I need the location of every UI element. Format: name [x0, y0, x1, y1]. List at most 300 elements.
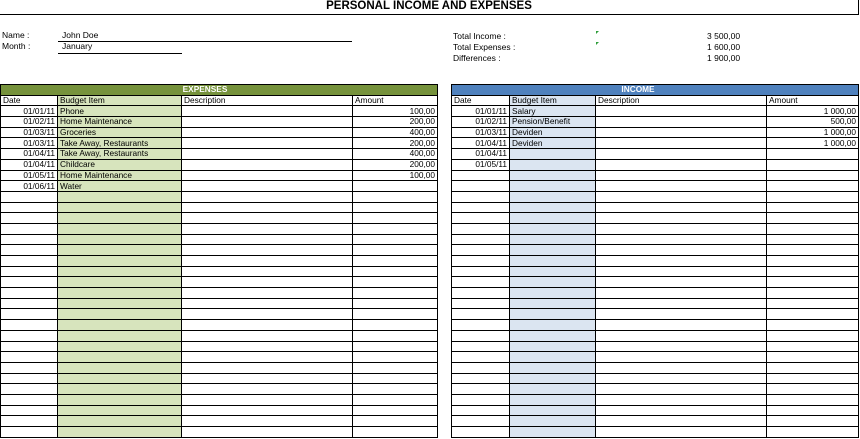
expenses-cell-description[interactable]: [182, 256, 353, 267]
income-cell-description[interactable]: [596, 256, 767, 267]
income-cell-budget-item[interactable]: Salary: [510, 106, 596, 117]
expenses-cell-budget-item[interactable]: [58, 405, 182, 416]
income-cell-description[interactable]: [596, 309, 767, 320]
income-cell-date[interactable]: [452, 352, 510, 363]
income-cell-amount[interactable]: [767, 181, 859, 192]
income-cell-budget-item[interactable]: [510, 234, 596, 245]
income-cell-description[interactable]: [596, 320, 767, 331]
income-cell-date[interactable]: 01/02/11: [452, 117, 510, 128]
income-cell-amount[interactable]: [767, 405, 859, 416]
expenses-row: [1, 266, 438, 277]
income-cell-date[interactable]: [452, 330, 510, 341]
income-cell-description[interactable]: [596, 106, 767, 117]
month-label: Month :: [2, 41, 31, 51]
expenses-cell-description[interactable]: [182, 288, 353, 299]
expenses-cell-description[interactable]: [182, 298, 353, 309]
expenses-row: [1, 245, 438, 256]
income-cell-amount[interactable]: [767, 362, 859, 373]
expenses-cell-description[interactable]: [182, 181, 353, 192]
income-cell-amount[interactable]: [767, 330, 859, 341]
income-cell-date[interactable]: [452, 181, 510, 192]
income-cell-description[interactable]: [596, 117, 767, 128]
income-cell-date[interactable]: [452, 191, 510, 202]
expenses-cell-amount[interactable]: 200,00: [353, 159, 438, 170]
income-cell-amount[interactable]: 1 000,00: [767, 127, 859, 138]
income-cell-date[interactable]: [452, 416, 510, 427]
income-header-date: Date: [452, 95, 510, 106]
expenses-cell-budget-item[interactable]: Home Maintenance: [58, 117, 182, 128]
expenses-cell-date[interactable]: [1, 394, 58, 405]
expenses-row: [1, 127, 438, 138]
expenses-cell-budget-item[interactable]: [58, 266, 182, 277]
income-cell-budget-item[interactable]: [510, 405, 596, 416]
income-cell-budget-item[interactable]: [510, 245, 596, 256]
total-expenses-value: 1 600,00: [707, 42, 741, 52]
income-cell-date[interactable]: [452, 309, 510, 320]
income-cell-amount[interactable]: [767, 223, 859, 234]
expenses-header-budget-item: Budget Item: [58, 95, 182, 106]
income-cell-budget-item[interactable]: Deviden: [510, 127, 596, 138]
total-income-label: Total Income :: [453, 31, 506, 41]
income-row: [452, 416, 859, 427]
income-cell-date[interactable]: [452, 277, 510, 288]
total-income-value: 3 500,00: [707, 31, 741, 41]
expenses-header-amount: Amount: [353, 95, 438, 106]
income-cell-budget-item[interactable]: [510, 288, 596, 299]
income-cell-description[interactable]: [596, 394, 767, 405]
income-cell-description[interactable]: [596, 127, 767, 138]
expenses-cell-date[interactable]: [1, 341, 58, 352]
income-cell-description[interactable]: [596, 288, 767, 299]
income-cell-description[interactable]: [596, 298, 767, 309]
expenses-cell-amount[interactable]: [353, 373, 438, 384]
income-cell-description[interactable]: [596, 181, 767, 192]
expenses-cell-date[interactable]: [1, 213, 58, 224]
expenses-cell-date[interactable]: [1, 309, 58, 320]
income-cell-budget-item[interactable]: [510, 266, 596, 277]
income-row: [452, 170, 859, 181]
income-cell-budget-item[interactable]: [510, 384, 596, 395]
income-cell-amount[interactable]: [767, 352, 859, 363]
expenses-cell-amount[interactable]: [353, 266, 438, 277]
expenses-cell-budget-item[interactable]: [58, 384, 182, 395]
income-cell-budget-item[interactable]: [510, 170, 596, 181]
expenses-band-right: [353, 85, 438, 96]
expenses-row: [1, 181, 438, 192]
income-cell-amount[interactable]: [767, 341, 859, 352]
income-cell-amount[interactable]: 500,00: [767, 117, 859, 128]
expenses-cell-amount[interactable]: [353, 234, 438, 245]
expenses-cell-amount[interactable]: [353, 181, 438, 192]
expenses-cell-description[interactable]: [182, 309, 353, 320]
expenses-cell-amount[interactable]: [353, 427, 438, 438]
income-cell-amount[interactable]: [767, 416, 859, 427]
expenses-cell-description[interactable]: [182, 277, 353, 288]
income-cell-description[interactable]: [596, 362, 767, 373]
income-cell-date[interactable]: [452, 170, 510, 181]
expenses-cell-budget-item[interactable]: Take Away, Restaurants: [58, 138, 182, 149]
expenses-cell-description[interactable]: [182, 234, 353, 245]
income-cell-date[interactable]: 01/04/11: [452, 138, 510, 149]
income-cell-date[interactable]: [452, 213, 510, 224]
expenses-row: [1, 405, 438, 416]
income-cell-amount[interactable]: [767, 234, 859, 245]
expenses-cell-budget-item[interactable]: [58, 245, 182, 256]
expenses-cell-amount[interactable]: [353, 394, 438, 405]
income-cell-date[interactable]: [452, 245, 510, 256]
expenses-cell-amount[interactable]: [353, 256, 438, 267]
income-row: [452, 181, 859, 192]
income-cell-budget-item[interactable]: [510, 213, 596, 224]
expenses-cell-description[interactable]: [182, 213, 353, 224]
income-cell-amount[interactable]: [767, 309, 859, 320]
income-cell-amount[interactable]: [767, 245, 859, 256]
income-cell-description[interactable]: [596, 373, 767, 384]
expenses-row: [1, 352, 438, 363]
income-cell-budget-item[interactable]: Pension/Benefit: [510, 117, 596, 128]
income-section-title: INCOME: [510, 85, 767, 96]
expenses-cell-description[interactable]: [182, 427, 353, 438]
expenses-cell-description[interactable]: [182, 373, 353, 384]
name-value[interactable]: John Doe: [62, 30, 99, 40]
income-cell-description[interactable]: [596, 277, 767, 288]
income-cell-date[interactable]: 01/01/11: [452, 106, 510, 117]
income-band-left: [452, 85, 510, 96]
income-cell-amount[interactable]: [767, 384, 859, 395]
expenses-band-left: [1, 85, 58, 96]
income-cell-date[interactable]: [452, 384, 510, 395]
expenses-cell-budget-item[interactable]: [58, 330, 182, 341]
income-row: [452, 320, 859, 331]
expenses-cell-description[interactable]: [182, 330, 353, 341]
income-cell-date[interactable]: [452, 405, 510, 416]
expenses-cell-budget-item[interactable]: [58, 362, 182, 373]
expenses-cell-amount[interactable]: [353, 352, 438, 363]
expenses-cell-amount[interactable]: [353, 223, 438, 234]
income-cell-amount[interactable]: [767, 277, 859, 288]
expenses-cell-amount[interactable]: [353, 330, 438, 341]
income-cell-date[interactable]: 01/04/11: [452, 149, 510, 160]
income-cell-amount[interactable]: [767, 170, 859, 181]
expenses-cell-budget-item[interactable]: Home Maintenance: [58, 170, 182, 181]
expenses-row: [1, 170, 438, 181]
income-cell-description[interactable]: [596, 245, 767, 256]
income-cell-amount[interactable]: [767, 373, 859, 384]
expenses-cell-date[interactable]: [1, 234, 58, 245]
expenses-cell-date[interactable]: [1, 266, 58, 277]
expenses-cell-date[interactable]: [1, 384, 58, 395]
expenses-cell-description[interactable]: [182, 106, 353, 117]
expenses-cell-date[interactable]: [1, 288, 58, 299]
income-cell-amount[interactable]: [767, 427, 859, 438]
income-cell-budget-item[interactable]: [510, 416, 596, 427]
expenses-cell-amount[interactable]: [353, 384, 438, 395]
expenses-table: [0, 84, 438, 438]
expenses-cell-amount[interactable]: [353, 341, 438, 352]
income-row: [452, 373, 859, 384]
expenses-cell-budget-item[interactable]: Groceries: [58, 127, 182, 138]
expenses-row: [1, 362, 438, 373]
expenses-cell-description[interactable]: [182, 405, 353, 416]
expenses-cell-budget-item[interactable]: [58, 352, 182, 363]
income-cell-date[interactable]: [452, 427, 510, 438]
expenses-cell-budget-item[interactable]: Childcare: [58, 159, 182, 170]
expenses-cell-date[interactable]: [1, 405, 58, 416]
income-cell-budget-item[interactable]: [510, 181, 596, 192]
income-row: [452, 362, 859, 373]
expenses-cell-amount[interactable]: [353, 362, 438, 373]
expenses-cell-date[interactable]: [1, 223, 58, 234]
income-cell-date[interactable]: [452, 320, 510, 331]
income-cell-budget-item[interactable]: Deviden: [510, 138, 596, 149]
expenses-cell-date[interactable]: [1, 416, 58, 427]
income-header-budget-item: Budget Item: [510, 95, 596, 106]
expenses-cell-budget-item[interactable]: [58, 234, 182, 245]
expenses-cell-description[interactable]: [182, 416, 353, 427]
income-cell-budget-item[interactable]: [510, 341, 596, 352]
income-cell-budget-item[interactable]: [510, 149, 596, 160]
month-value[interactable]: January: [62, 41, 93, 51]
expenses-cell-budget-item[interactable]: [58, 416, 182, 427]
income-cell-description[interactable]: [596, 170, 767, 181]
expenses-cell-amount[interactable]: 100,00: [353, 170, 438, 181]
expenses-cell-description[interactable]: [182, 138, 353, 149]
expenses-cell-amount[interactable]: [353, 288, 438, 299]
income-row: [452, 427, 859, 438]
expenses-cell-budget-item[interactable]: [58, 341, 182, 352]
income-cell-amount[interactable]: [767, 298, 859, 309]
income-row: [452, 149, 859, 160]
income-cell-description[interactable]: [596, 341, 767, 352]
income-cell-amount[interactable]: [767, 320, 859, 331]
expenses-cell-budget-item[interactable]: [58, 277, 182, 288]
income-cell-description[interactable]: [596, 191, 767, 202]
income-row: [452, 127, 859, 138]
income-cell-description[interactable]: [596, 352, 767, 363]
expenses-cell-description[interactable]: [182, 149, 353, 160]
expenses-cell-budget-item[interactable]: [58, 394, 182, 405]
income-cell-amount[interactable]: [767, 202, 859, 213]
expenses-cell-date[interactable]: [1, 277, 58, 288]
expenses-cell-amount[interactable]: 200,00: [353, 138, 438, 149]
income-cell-date[interactable]: [452, 266, 510, 277]
expenses-cell-date[interactable]: 01/01/11: [1, 106, 58, 117]
expenses-cell-amount[interactable]: [353, 277, 438, 288]
expenses-cell-date[interactable]: [1, 298, 58, 309]
income-cell-date[interactable]: [452, 288, 510, 299]
income-row: [452, 223, 859, 234]
expenses-section-title: EXPENSES: [58, 85, 353, 96]
expenses-cell-amount[interactable]: [353, 416, 438, 427]
income-cell-description[interactable]: [596, 416, 767, 427]
expenses-cell-budget-item[interactable]: [58, 298, 182, 309]
expenses-cell-amount[interactable]: [353, 191, 438, 202]
income-cell-date[interactable]: [452, 394, 510, 405]
income-cell-budget-item[interactable]: [510, 159, 596, 170]
expenses-cell-description[interactable]: [182, 352, 353, 363]
income-cell-description[interactable]: [596, 138, 767, 149]
income-cell-date[interactable]: 01/05/11: [452, 159, 510, 170]
income-cell-budget-item[interactable]: [510, 256, 596, 267]
expenses-cell-date[interactable]: 01/03/11: [1, 138, 58, 149]
income-cell-date[interactable]: [452, 373, 510, 384]
expenses-cell-date[interactable]: 01/03/11: [1, 127, 58, 138]
expenses-cell-budget-item[interactable]: Take Away, Restaurants: [58, 149, 182, 160]
income-cell-budget-item[interactable]: [510, 373, 596, 384]
month-underline: [58, 53, 182, 54]
expenses-cell-date[interactable]: 01/02/11: [1, 117, 58, 128]
expenses-cell-description[interactable]: [182, 266, 353, 277]
expenses-cell-description[interactable]: [182, 202, 353, 213]
income-cell-amount[interactable]: [767, 149, 859, 160]
income-cell-amount[interactable]: [767, 266, 859, 277]
expenses-cell-budget-item[interactable]: [58, 309, 182, 320]
income-row: [452, 159, 859, 170]
income-cell-description[interactable]: [596, 384, 767, 395]
expenses-row: [1, 277, 438, 288]
income-cell-budget-item[interactable]: [510, 362, 596, 373]
expenses-cell-description[interactable]: [182, 341, 353, 352]
income-cell-date[interactable]: [452, 298, 510, 309]
income-cell-budget-item[interactable]: [510, 352, 596, 363]
income-cell-date[interactable]: [452, 202, 510, 213]
expenses-row: [1, 234, 438, 245]
expenses-cell-budget-item[interactable]: [58, 427, 182, 438]
income-cell-description[interactable]: [596, 405, 767, 416]
expenses-cell-date[interactable]: [1, 362, 58, 373]
income-cell-description[interactable]: [596, 330, 767, 341]
expenses-cell-date[interactable]: [1, 256, 58, 267]
expenses-cell-date[interactable]: 01/04/11: [1, 149, 58, 160]
expenses-row: [1, 416, 438, 427]
expenses-cell-date[interactable]: [1, 245, 58, 256]
expenses-cell-budget-item[interactable]: [58, 320, 182, 331]
expenses-cell-budget-item[interactable]: [58, 256, 182, 267]
expenses-cell-description[interactable]: [182, 159, 353, 170]
income-cell-amount[interactable]: [767, 191, 859, 202]
income-cell-amount[interactable]: [767, 394, 859, 405]
expenses-cell-date[interactable]: [1, 320, 58, 331]
income-row: [452, 384, 859, 395]
formula-indicator-icon: [596, 31, 599, 34]
income-cell-description[interactable]: [596, 213, 767, 224]
expenses-cell-amount[interactable]: 400,00: [353, 127, 438, 138]
expenses-cell-amount[interactable]: 200,00: [353, 117, 438, 128]
expenses-row: [1, 138, 438, 149]
expenses-cell-budget-item[interactable]: Water: [58, 181, 182, 192]
income-cell-budget-item[interactable]: [510, 191, 596, 202]
expenses-cell-budget-item[interactable]: [58, 191, 182, 202]
income-cell-budget-item[interactable]: [510, 330, 596, 341]
expenses-cell-budget-item[interactable]: [58, 202, 182, 213]
income-cell-date[interactable]: [452, 223, 510, 234]
expenses-cell-amount[interactable]: [353, 245, 438, 256]
income-cell-budget-item[interactable]: [510, 202, 596, 213]
expenses-cell-description[interactable]: [182, 320, 353, 331]
expenses-cell-description[interactable]: [182, 384, 353, 395]
income-cell-budget-item[interactable]: [510, 298, 596, 309]
income-cell-amount[interactable]: [767, 213, 859, 224]
expenses-cell-budget-item[interactable]: Phone: [58, 106, 182, 117]
expenses-row: [1, 149, 438, 160]
expenses-cell-date[interactable]: 01/06/11: [1, 181, 58, 192]
expenses-cell-budget-item[interactable]: [58, 223, 182, 234]
income-cell-amount[interactable]: 1 000,00: [767, 138, 859, 149]
expenses-cell-budget-item[interactable]: [58, 288, 182, 299]
income-cell-description[interactable]: [596, 159, 767, 170]
income-cell-description[interactable]: [596, 149, 767, 160]
expenses-cell-description[interactable]: [182, 245, 353, 256]
income-cell-date[interactable]: 01/03/11: [452, 127, 510, 138]
income-cell-date[interactable]: [452, 341, 510, 352]
income-cell-date[interactable]: [452, 234, 510, 245]
expenses-cell-description[interactable]: [182, 362, 353, 373]
expenses-cell-date[interactable]: 01/05/11: [1, 170, 58, 181]
income-cell-description[interactable]: [596, 223, 767, 234]
income-cell-amount[interactable]: [767, 256, 859, 267]
income-row: [452, 191, 859, 202]
expenses-cell-date[interactable]: [1, 427, 58, 438]
income-cell-amount[interactable]: [767, 159, 859, 170]
expenses-cell-amount[interactable]: 100,00: [353, 106, 438, 117]
expenses-cell-amount[interactable]: [353, 405, 438, 416]
income-cell-date[interactable]: [452, 256, 510, 267]
expenses-cell-budget-item[interactable]: [58, 373, 182, 384]
expenses-cell-date[interactable]: 01/04/11: [1, 159, 58, 170]
expenses-cell-date[interactable]: [1, 191, 58, 202]
expenses-cell-date[interactable]: [1, 202, 58, 213]
expenses-cell-date[interactable]: [1, 330, 58, 341]
expenses-cell-amount[interactable]: [353, 213, 438, 224]
expenses-row: [1, 223, 438, 234]
income-cell-description[interactable]: [596, 202, 767, 213]
income-cell-description[interactable]: [596, 234, 767, 245]
income-band-right: [767, 85, 859, 96]
expenses-cell-description[interactable]: [182, 223, 353, 234]
name-label: Name :: [2, 30, 30, 40]
expenses-cell-amount[interactable]: 400,00: [353, 149, 438, 160]
expenses-cell-amount[interactable]: [353, 320, 438, 331]
income-cell-amount[interactable]: 1 000,00: [767, 106, 859, 117]
expenses-row: [1, 288, 438, 299]
expenses-cell-description[interactable]: [182, 170, 353, 181]
expenses-cell-description[interactable]: [182, 191, 353, 202]
income-row: [452, 288, 859, 299]
income-cell-budget-item[interactable]: [510, 223, 596, 234]
expenses-cell-date[interactable]: [1, 373, 58, 384]
expenses-cell-description[interactable]: [182, 127, 353, 138]
expenses-cell-amount[interactable]: [353, 202, 438, 213]
expenses-row: [1, 427, 438, 438]
income-cell-amount[interactable]: [767, 288, 859, 299]
expenses-cell-amount[interactable]: [353, 298, 438, 309]
expenses-cell-date[interactable]: [1, 352, 58, 363]
income-row: [452, 298, 859, 309]
expenses-cell-description[interactable]: [182, 117, 353, 128]
income-cell-description[interactable]: [596, 427, 767, 438]
income-cell-date[interactable]: [452, 362, 510, 373]
income-cell-budget-item[interactable]: [510, 427, 596, 438]
income-cell-budget-item[interactable]: [510, 309, 596, 320]
income-cell-budget-item[interactable]: [510, 394, 596, 405]
income-cell-budget-item[interactable]: [510, 277, 596, 288]
expenses-cell-description[interactable]: [182, 394, 353, 405]
expenses-row: [1, 106, 438, 117]
income-cell-budget-item[interactable]: [510, 320, 596, 331]
expenses-cell-budget-item[interactable]: [58, 213, 182, 224]
expenses-cell-amount[interactable]: [353, 309, 438, 320]
income-cell-description[interactable]: [596, 266, 767, 277]
